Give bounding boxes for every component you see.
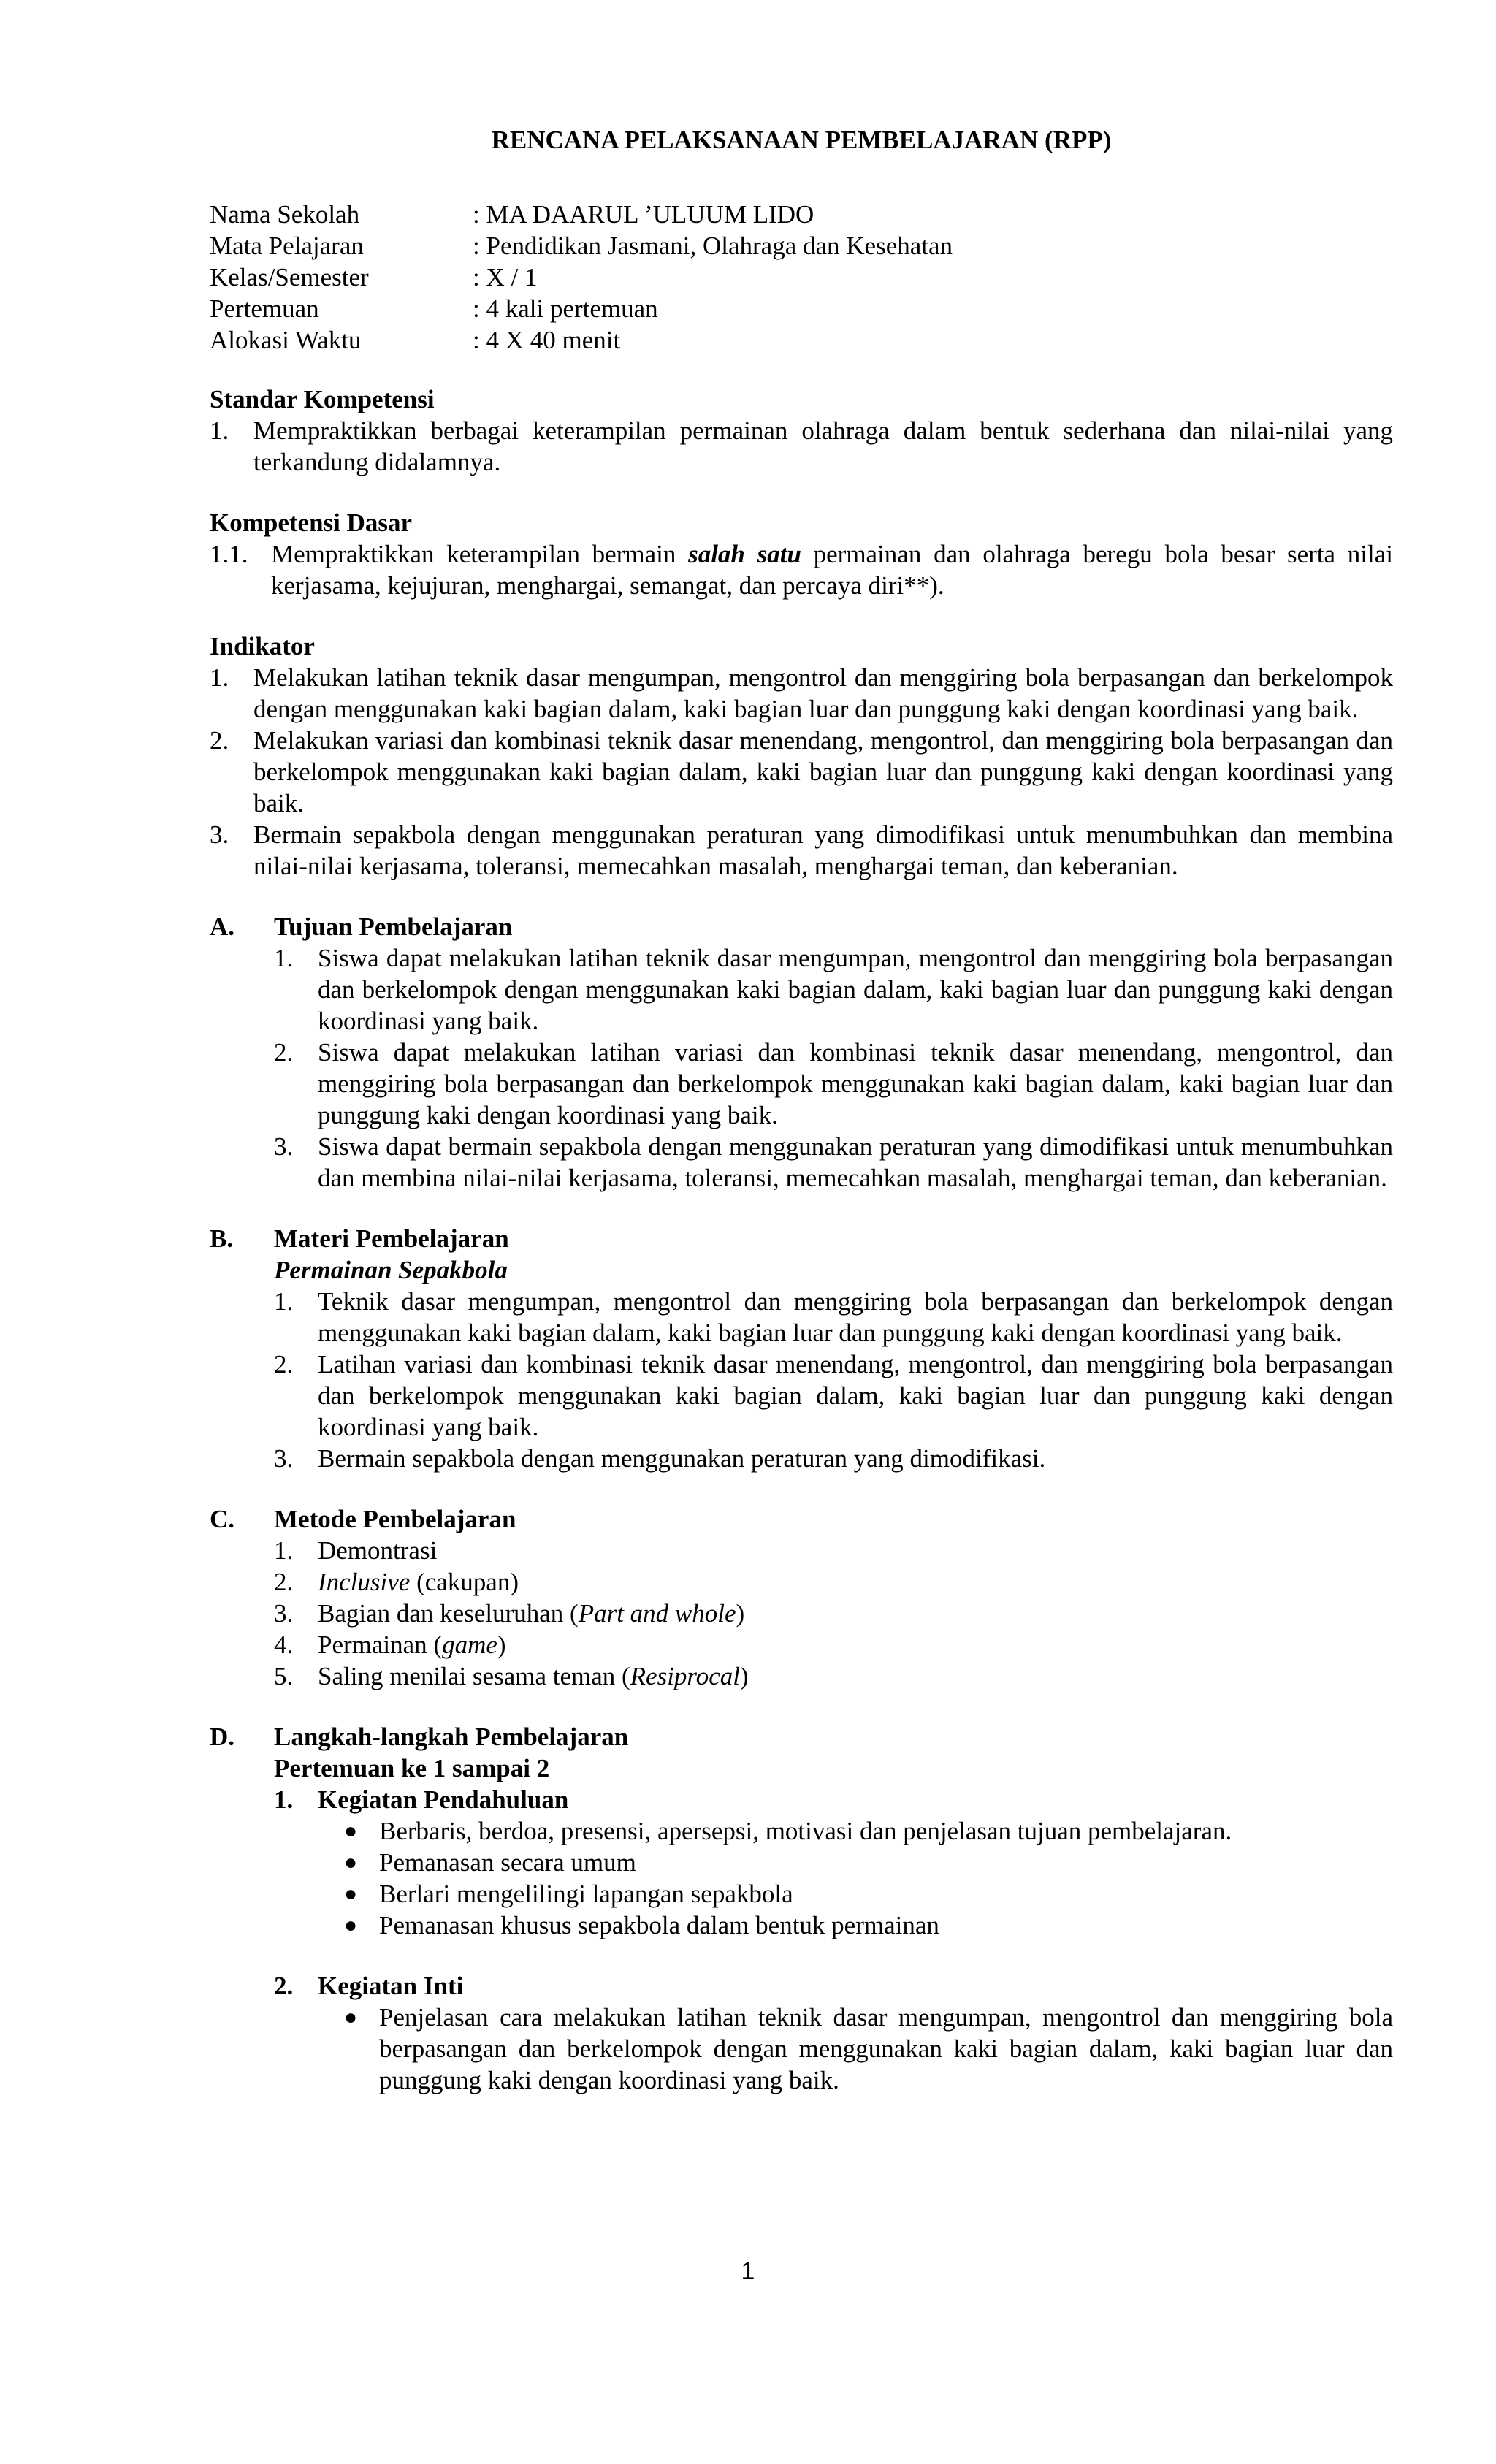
bullet-icon: ●	[344, 1850, 358, 1874]
meta-label: Nama Sekolah	[210, 200, 360, 229]
section-heading-standar: Standar Kompetensi	[210, 385, 435, 413]
bullet-text: Berbaris, berdoa, presensi, apersepsi, motivasi dan penjelasan tujuan pembelajaran.	[379, 1817, 1232, 1845]
section-heading-langkah	[210, 1721, 1393, 1752]
list-item	[274, 1131, 1393, 1194]
section-heading-kompetensi: Kompetensi Dasar	[210, 508, 413, 537]
item-italic: Resiprocal	[630, 1662, 740, 1690]
item-italic: Part and whole	[578, 1599, 736, 1628]
bullet-icon: ●	[344, 2005, 358, 2029]
item-text: Teknik dasar mengumpan, mengontrol dan menggiring bola berpasangan dan berkelompok dengan menggunakan kaki bagian dalam, kaki bagian luar dan punggung kaki dengan koordinasi yang baik.	[318, 1287, 1393, 1347]
meta-value: : Pendidikan Jasmani, Olahraga dan Kesehatan	[473, 232, 953, 260]
section-title: Materi Pembelajaran	[274, 1224, 509, 1253]
meta-row-subject	[210, 230, 1393, 262]
meta-row-school	[210, 199, 1393, 230]
meta-row-meetings	[210, 293, 1393, 324]
item-number: 2.	[274, 1038, 294, 1067]
item-number: 3.	[210, 820, 229, 849]
section-title: Tujuan Pembelajaran	[274, 912, 513, 941]
item-text: Demontrasi	[318, 1536, 438, 1565]
item-number: 1.	[274, 1536, 294, 1565]
item-number: 1.	[274, 944, 294, 972]
section-heading-materi	[210, 1223, 1393, 1254]
bullet-item	[341, 2002, 1393, 2096]
text-after: permainan dan olahraga beregu bola besar serta nilai kerjasama, kejujuran, menghargai, semangat, dan percaya diri**).	[271, 540, 1393, 600]
activity-heading-inti	[274, 1970, 1393, 2002]
page-number: 1	[741, 2257, 755, 2285]
document-content	[210, 124, 1393, 2096]
item-text	[271, 538, 1393, 601]
meta-block	[210, 199, 1393, 356]
section-heading-indikator: Indikator	[210, 632, 315, 660]
item-text: Siswa dapat melakukan latihan teknik dasar mengumpan, mengontrol dan menggiring bola berpasangan dan berkelompok dengan menggunakan kaki bagian dalam, kaki bagian luar dan punggung kaki dengan koordinasi yang baik.	[318, 944, 1393, 1035]
meta-value: : 4 kali pertemuan	[473, 294, 658, 323]
list-item	[274, 1660, 1393, 1692]
item-number: 2.	[210, 726, 229, 755]
item-text	[318, 1598, 1393, 1629]
item-number: 3.	[274, 1599, 294, 1628]
item-number: 1.	[274, 1785, 294, 1814]
item-number: 2.	[274, 1972, 294, 2000]
bullet-icon: ●	[344, 1819, 358, 1843]
item-pre: Saling menilai sesama teman (	[318, 1662, 630, 1690]
bullet-text: Pemanasan secara umum	[379, 1848, 636, 1877]
list-item	[274, 1286, 1393, 1349]
item-post: )	[497, 1630, 506, 1659]
section-subheading: Permainan Sepakbola	[274, 1256, 508, 1284]
item-rest: (cakupan)	[410, 1568, 519, 1596]
section-letter: D.	[210, 1723, 235, 1751]
item-italic: Inclusive	[318, 1568, 411, 1596]
activity-heading-pendahuluan	[274, 1784, 1393, 1815]
section-title: Metode Pembelajaran	[274, 1505, 516, 1533]
section-letter: A.	[210, 912, 235, 941]
item-italic: game	[442, 1630, 497, 1659]
bullet-item	[341, 1878, 1393, 1910]
meta-row-class	[210, 262, 1393, 293]
item-number: 1.	[210, 416, 229, 445]
item-text	[318, 1660, 1393, 1692]
list-item	[274, 1443, 1393, 1474]
list-item	[274, 1349, 1393, 1443]
item-text: Latihan variasi dan kombinasi teknik dasar menendang, mengontrol, dan menggiring bola berpasangan dan berkelompok menggunakan kaki bagian dalam, kaki bagian luar dan punggung kaki dengan koordinasi yang baik.	[318, 1350, 1393, 1441]
text-before: Mempraktikkan keterampilan bermain	[271, 540, 689, 568]
activity-title: Kegiatan Pendahuluan	[318, 1785, 569, 1814]
list-item	[210, 725, 1393, 819]
section-letter: C.	[210, 1505, 235, 1533]
list-item	[210, 538, 1393, 601]
item-pre: Permainan (	[318, 1630, 443, 1659]
text-emphasis: salah satu	[688, 540, 801, 568]
item-number: 2.	[274, 1350, 294, 1378]
spacer	[210, 1941, 1393, 1970]
section-letter: B.	[210, 1224, 234, 1253]
list-item	[210, 415, 1393, 478]
meta-label: Mata Pelajaran	[210, 232, 364, 260]
item-number: 3.	[274, 1132, 294, 1161]
meta-label: Alokasi Waktu	[210, 326, 362, 354]
item-text: Mempraktikkan berbagai keterampilan permainan olahraga dalam bentuk sederhana dan nilai-nilai yang terkandung didalamnya.	[253, 416, 1393, 476]
item-post: )	[740, 1662, 749, 1690]
activity-title: Kegiatan Inti	[318, 1972, 464, 2000]
list-item	[274, 1598, 1393, 1629]
section-heading-metode	[210, 1503, 1393, 1535]
bullet-item	[341, 1910, 1393, 1941]
item-text: Siswa dapat melakukan latihan variasi dan kombinasi teknik dasar menendang, mengontrol, dan menggiring bola berpasangan dan berkelompok menggunakan kaki bagian dalam, kaki bagian luar dan punggung kaki dengan koordinasi yang baik.	[318, 1038, 1393, 1129]
bullet-icon: ●	[344, 1913, 358, 1937]
meta-label: Kelas/Semester	[210, 263, 369, 291]
item-number: 1.	[274, 1287, 294, 1316]
bullet-item	[341, 1815, 1393, 1847]
item-number: 1.	[210, 663, 229, 692]
list-item	[210, 819, 1393, 882]
list-item	[274, 1566, 1393, 1598]
item-number: 5.	[274, 1662, 294, 1690]
section-subheading: Pertemuan ke 1 sampai 2	[274, 1754, 550, 1782]
item-text: Melakukan variasi dan kombinasi teknik dasar menendang, mengontrol, dan menggiring bola berpasangan dan berkelompok menggunakan kaki bagian dalam, kaki bagian luar dan punggung kaki dengan koordinasi yang baik.	[253, 726, 1393, 817]
item-text: Bermain sepakbola dengan menggunakan peraturan yang dimodifikasi.	[318, 1444, 1046, 1473]
item-number: 1.1.	[210, 540, 248, 568]
meta-label: Pertemuan	[210, 294, 319, 323]
list-item	[274, 942, 1393, 1037]
meta-value: : X / 1	[473, 263, 538, 291]
list-item	[274, 1629, 1393, 1660]
bullet-text: Pemanasan khusus sepakbola dalam bentuk permainan	[379, 1911, 939, 1939]
bullet-text: Penjelasan cara melakukan latihan teknik dasar mengumpan, mengontrol dan menggiring bola berpasangan dan berkelompok dengan menggunakan kaki bagian dalam, kaki bagian luar dan punggung kaki dengan koordinasi yang baik.	[379, 2003, 1393, 2094]
item-text	[318, 1566, 1393, 1598]
item-post: )	[736, 1599, 745, 1628]
list-item	[210, 662, 1393, 725]
item-number: 3.	[274, 1444, 294, 1473]
item-number: 2.	[274, 1568, 294, 1596]
meta-value: : MA DAARUL ’ULUUM LIDO	[473, 200, 814, 229]
meta-value: : 4 X 40 menit	[473, 326, 621, 354]
list-item	[274, 1535, 1393, 1566]
item-text: Siswa dapat bermain sepakbola dengan menggunakan peraturan yang dimodifikasi untuk menumbuhkan dan membina nilai-nilai kerjasama, toleransi, memecahkan masalah, menghargai teman, dan keberanian.	[318, 1132, 1393, 1192]
bullet-icon: ●	[344, 1882, 358, 1906]
meta-row-time	[210, 324, 1393, 356]
list-item	[274, 1037, 1393, 1131]
section-heading-tujuan	[210, 911, 1393, 942]
bullet-text: Berlari mengelilingi lapangan sepakbola	[379, 1880, 793, 1908]
item-text: Melakukan latihan teknik dasar mengumpan, mengontrol dan menggiring bola berpasangan dan berkelompok dengan menggunakan kaki bagian dalam, kaki bagian luar dan punggung kaki dengan koordinasi yang baik.	[253, 663, 1393, 723]
item-number: 4.	[274, 1630, 294, 1659]
item-pre: Bagian dan keseluruhan (	[318, 1599, 579, 1628]
section-title: Langkah-langkah Pembelajaran	[274, 1723, 629, 1751]
item-text: Bermain sepakbola dengan menggunakan peraturan yang dimodifikasi untuk menumbuhkan dan membina nilai-nilai kerjasama, toleransi, memecahkan masalah, menghargai teman, dan keberanian.	[253, 820, 1393, 880]
bullet-item	[341, 1847, 1393, 1878]
item-text	[318, 1629, 1393, 1660]
document-title: RENCANA PELAKSANAAN PEMBELAJARAN (RPP)	[491, 126, 1112, 154]
